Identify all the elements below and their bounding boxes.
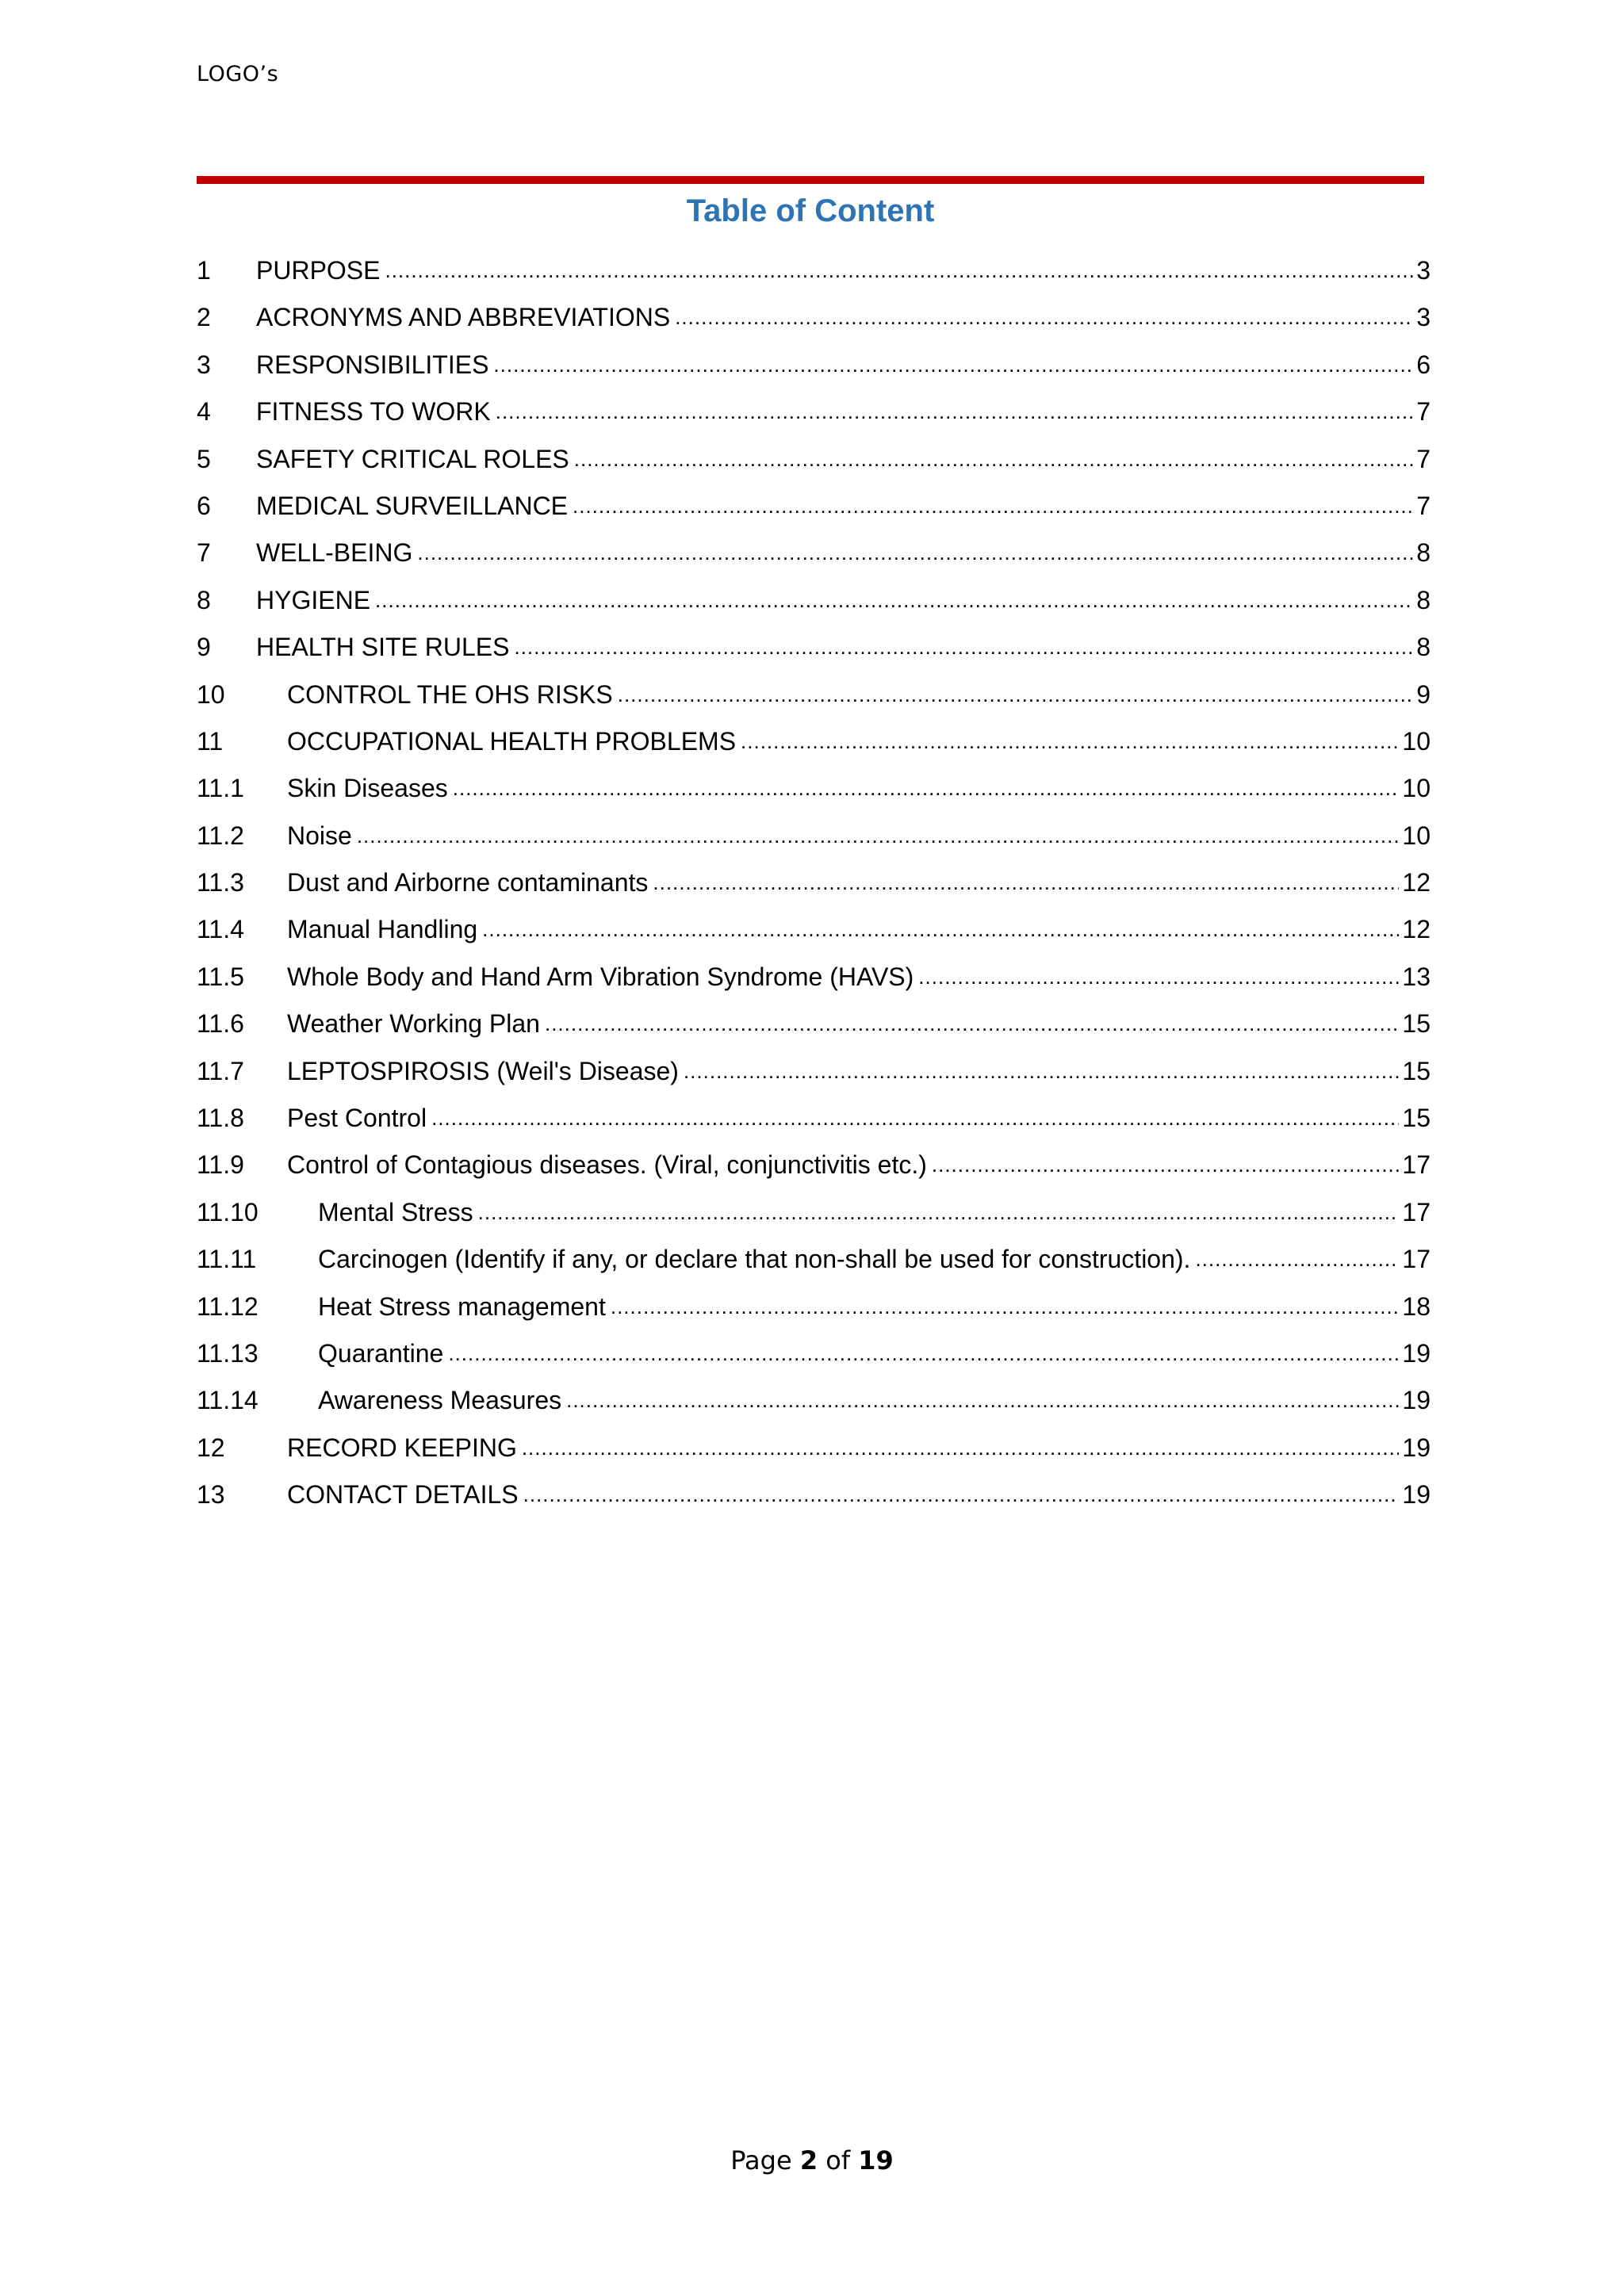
toc-dot-leader <box>684 1048 1399 1095</box>
toc-entry[interactable] <box>197 247 1431 294</box>
toc-entry-number: 9 <box>197 633 211 662</box>
toc-entry-number: 11.12 <box>197 1292 259 1321</box>
toc-dot-leader <box>431 1095 1399 1142</box>
toc-entry-title: RECORD KEEPING <box>287 1433 517 1462</box>
toc-entry-title: ACRONYMS AND ABBREVIATIONS <box>256 303 671 332</box>
toc-dot-leader <box>375 577 1413 624</box>
toc-entry-title: Noise <box>287 821 352 850</box>
toc-entry-title: PURPOSE <box>256 256 381 285</box>
toc-entry[interactable] <box>197 718 1431 765</box>
toc-entry-title: CONTACT DETAILS <box>287 1480 519 1510</box>
toc-entry[interactable] <box>197 388 1431 435</box>
toc-entry-title: CONTROL THE OHS RISKS <box>287 679 613 709</box>
toc-dot-leader <box>496 388 1413 435</box>
toc-entry-number: 11.14 <box>197 1386 259 1415</box>
toc-entry-page: 17 <box>1402 1245 1431 1274</box>
toc-entry-number: 11.9 <box>197 1150 244 1180</box>
total-pages-number: 19 <box>858 2145 894 2175</box>
toc-entry-title: Control of Contagious diseases. (Viral, conjunctivitis etc.) <box>287 1150 927 1180</box>
toc-entry-title: Weather Working Plan <box>287 1009 540 1039</box>
toc-entry-number: 5 <box>197 444 211 473</box>
toc-title: Table of Content <box>686 193 935 228</box>
toc-entry-page: 12 <box>1402 915 1431 944</box>
toc-entry[interactable] <box>197 1048 1431 1095</box>
toc-dot-leader <box>482 906 1399 953</box>
toc-entry-title: Carcinogen (Identify if any, or declare that non-shall be used for construction). <box>318 1245 1191 1274</box>
toc-dot-leader <box>522 1425 1400 1471</box>
toc-entry-page: 17 <box>1402 1150 1431 1180</box>
toc-dot-leader <box>611 1284 1400 1330</box>
toc-entry-number: 11.3 <box>197 868 244 897</box>
toc-dot-leader <box>618 672 1413 718</box>
toc-entry[interactable] <box>197 294 1431 341</box>
toc-entry-title: Whole Body and Hand Arm Vibration Syndrome (HAVS) <box>287 962 914 991</box>
toc-dot-leader <box>478 1189 1400 1236</box>
toc-dot-leader <box>653 859 1399 906</box>
toc-entry-number: 3 <box>197 350 211 379</box>
toc-entry[interactable] <box>197 1284 1431 1330</box>
toc-entry-page: 17 <box>1402 1197 1431 1226</box>
toc-dot-leader <box>566 1377 1399 1424</box>
toc-entry[interactable] <box>197 1330 1431 1377</box>
toc-entry[interactable] <box>197 954 1431 1001</box>
toc-entry-title: Dust and Airborne contaminants <box>287 868 649 897</box>
toc-dot-leader <box>675 294 1413 341</box>
toc-entry-number: 11.10 <box>197 1197 259 1226</box>
toc-dot-leader <box>741 718 1399 765</box>
toc-entry-page: 10 <box>1402 821 1431 850</box>
toc-entry-page: 18 <box>1402 1292 1431 1321</box>
toc-entry-page: 10 <box>1402 726 1431 756</box>
page-label: Page <box>730 2145 800 2175</box>
toc-entry[interactable] <box>197 672 1431 718</box>
toc-entry-title: SAFETY CRITICAL ROLES <box>256 444 569 473</box>
toc-entry-number: 2 <box>197 303 211 332</box>
toc-dot-leader <box>417 530 1413 576</box>
table-of-contents <box>197 247 1431 1519</box>
toc-entry-number: 11.7 <box>197 1056 244 1085</box>
toc-entry-title: Skin Diseases <box>287 774 448 803</box>
toc-entry-title: Awareness Measures <box>318 1386 562 1415</box>
toc-entry-number: 11.13 <box>197 1338 259 1368</box>
toc-dot-leader <box>574 436 1413 483</box>
toc-entry-number: 11.8 <box>197 1104 244 1133</box>
toc-entry[interactable] <box>197 1001 1431 1047</box>
toc-entry-page: 7 <box>1416 491 1431 520</box>
toc-dot-leader <box>453 765 1400 812</box>
toc-entry-number: 10 <box>197 679 225 709</box>
toc-entry-page: 6 <box>1416 350 1431 379</box>
toc-entry[interactable] <box>197 1142 1431 1188</box>
toc-entry-title: RESPONSIBILITIES <box>256 350 489 379</box>
toc-entry-title: Manual Handling <box>287 915 478 944</box>
toc-entry-title: Heat Stress management <box>318 1292 606 1321</box>
current-page-number: 2 <box>799 2145 818 2175</box>
toc-entry-number: 11.4 <box>197 915 244 944</box>
toc-entry[interactable] <box>197 765 1431 812</box>
toc-entry-page: 8 <box>1416 585 1431 614</box>
toc-entry-number: 6 <box>197 491 211 520</box>
page-of-label: of <box>818 2145 859 2175</box>
toc-entry-page: 7 <box>1416 397 1431 427</box>
toc-entry-page: 8 <box>1416 538 1431 568</box>
toc-dot-leader <box>918 954 1399 1001</box>
toc-entry[interactable] <box>197 342 1431 388</box>
toc-entry-page: 15 <box>1402 1104 1431 1133</box>
toc-entry-title: MEDICAL SURVEILLANCE <box>256 491 569 520</box>
toc-dot-leader <box>545 1001 1399 1047</box>
toc-entry-page: 15 <box>1402 1009 1431 1039</box>
toc-entry-title: Mental Stress <box>318 1197 473 1226</box>
toc-entry-title: OCCUPATIONAL HEALTH PROBLEMS <box>287 726 737 756</box>
toc-entry-number: 8 <box>197 585 211 614</box>
toc-dot-leader <box>514 624 1413 671</box>
toc-entry[interactable] <box>197 906 1431 953</box>
toc-dot-leader <box>1195 1236 1399 1283</box>
toc-dot-leader <box>357 813 1400 859</box>
toc-entry-page: 19 <box>1402 1433 1431 1462</box>
toc-entry-number: 11.1 <box>197 774 244 803</box>
toc-entry-number: 11 <box>197 726 224 756</box>
toc-entry-number: 11.11 <box>197 1245 257 1274</box>
toc-entry[interactable] <box>197 483 1431 530</box>
toc-entry-title: Pest Control <box>287 1104 427 1133</box>
toc-entry-title: Quarantine <box>318 1338 444 1368</box>
toc-entry[interactable] <box>197 813 1431 859</box>
toc-entry[interactable] <box>197 1425 1431 1471</box>
toc-entry-title: LEPTOSPIROSIS (Weil's Disease) <box>287 1056 679 1085</box>
toc-entry-page: 12 <box>1402 868 1431 897</box>
toc-entry-page: 3 <box>1416 256 1431 285</box>
toc-entry-page: 3 <box>1416 303 1431 332</box>
toc-entry-page: 9 <box>1416 679 1431 709</box>
toc-dot-leader <box>932 1142 1400 1188</box>
toc-entry-page: 13 <box>1402 962 1431 991</box>
toc-entry-number: 11.6 <box>197 1009 244 1039</box>
toc-entry-number: 1 <box>197 256 211 285</box>
toc-entry-number: 13 <box>197 1480 225 1510</box>
toc-dot-leader <box>493 342 1413 388</box>
toc-entry[interactable] <box>197 577 1431 624</box>
toc-entry-page: 19 <box>1402 1480 1431 1510</box>
toc-entry-page: 7 <box>1416 444 1431 473</box>
toc-dot-leader <box>523 1471 1400 1518</box>
toc-entry-page: 8 <box>1416 633 1431 662</box>
toc-dot-leader <box>573 483 1413 530</box>
toc-entry[interactable] <box>197 1095 1431 1142</box>
toc-entry[interactable] <box>197 1471 1431 1518</box>
toc-entry-title: HYGIENE <box>256 585 371 614</box>
toc-entry-page: 10 <box>1402 774 1431 803</box>
toc-dot-leader <box>385 247 1413 294</box>
toc-entry[interactable] <box>197 1377 1431 1424</box>
toc-entry-number: 12 <box>197 1433 225 1462</box>
page-number-footer <box>0 2145 1624 2175</box>
toc-entry-page: 19 <box>1402 1338 1431 1368</box>
toc-entry[interactable] <box>197 1236 1431 1283</box>
toc-entry-number: 11.2 <box>197 821 244 850</box>
toc-entry[interactable] <box>197 859 1431 906</box>
toc-dot-leader <box>448 1330 1399 1377</box>
toc-entry[interactable] <box>197 624 1431 671</box>
toc-entry-number: 7 <box>197 538 211 568</box>
toc-entry-number: 11.5 <box>197 962 244 991</box>
toc-entry[interactable] <box>197 1189 1431 1236</box>
toc-entry[interactable] <box>197 530 1431 576</box>
toc-entry-page: 19 <box>1402 1386 1431 1415</box>
toc-entry-title: HEALTH SITE RULES <box>256 633 510 662</box>
header-logo-text: LOGO’s <box>197 62 279 86</box>
toc-entry-page: 15 <box>1402 1056 1431 1085</box>
toc-entry-title: FITNESS TO WORK <box>256 397 491 427</box>
toc-entry-title: WELL-BEING <box>256 538 413 568</box>
toc-entry[interactable] <box>197 436 1431 483</box>
toc-entry-number: 4 <box>197 397 211 427</box>
header-divider <box>197 176 1424 184</box>
